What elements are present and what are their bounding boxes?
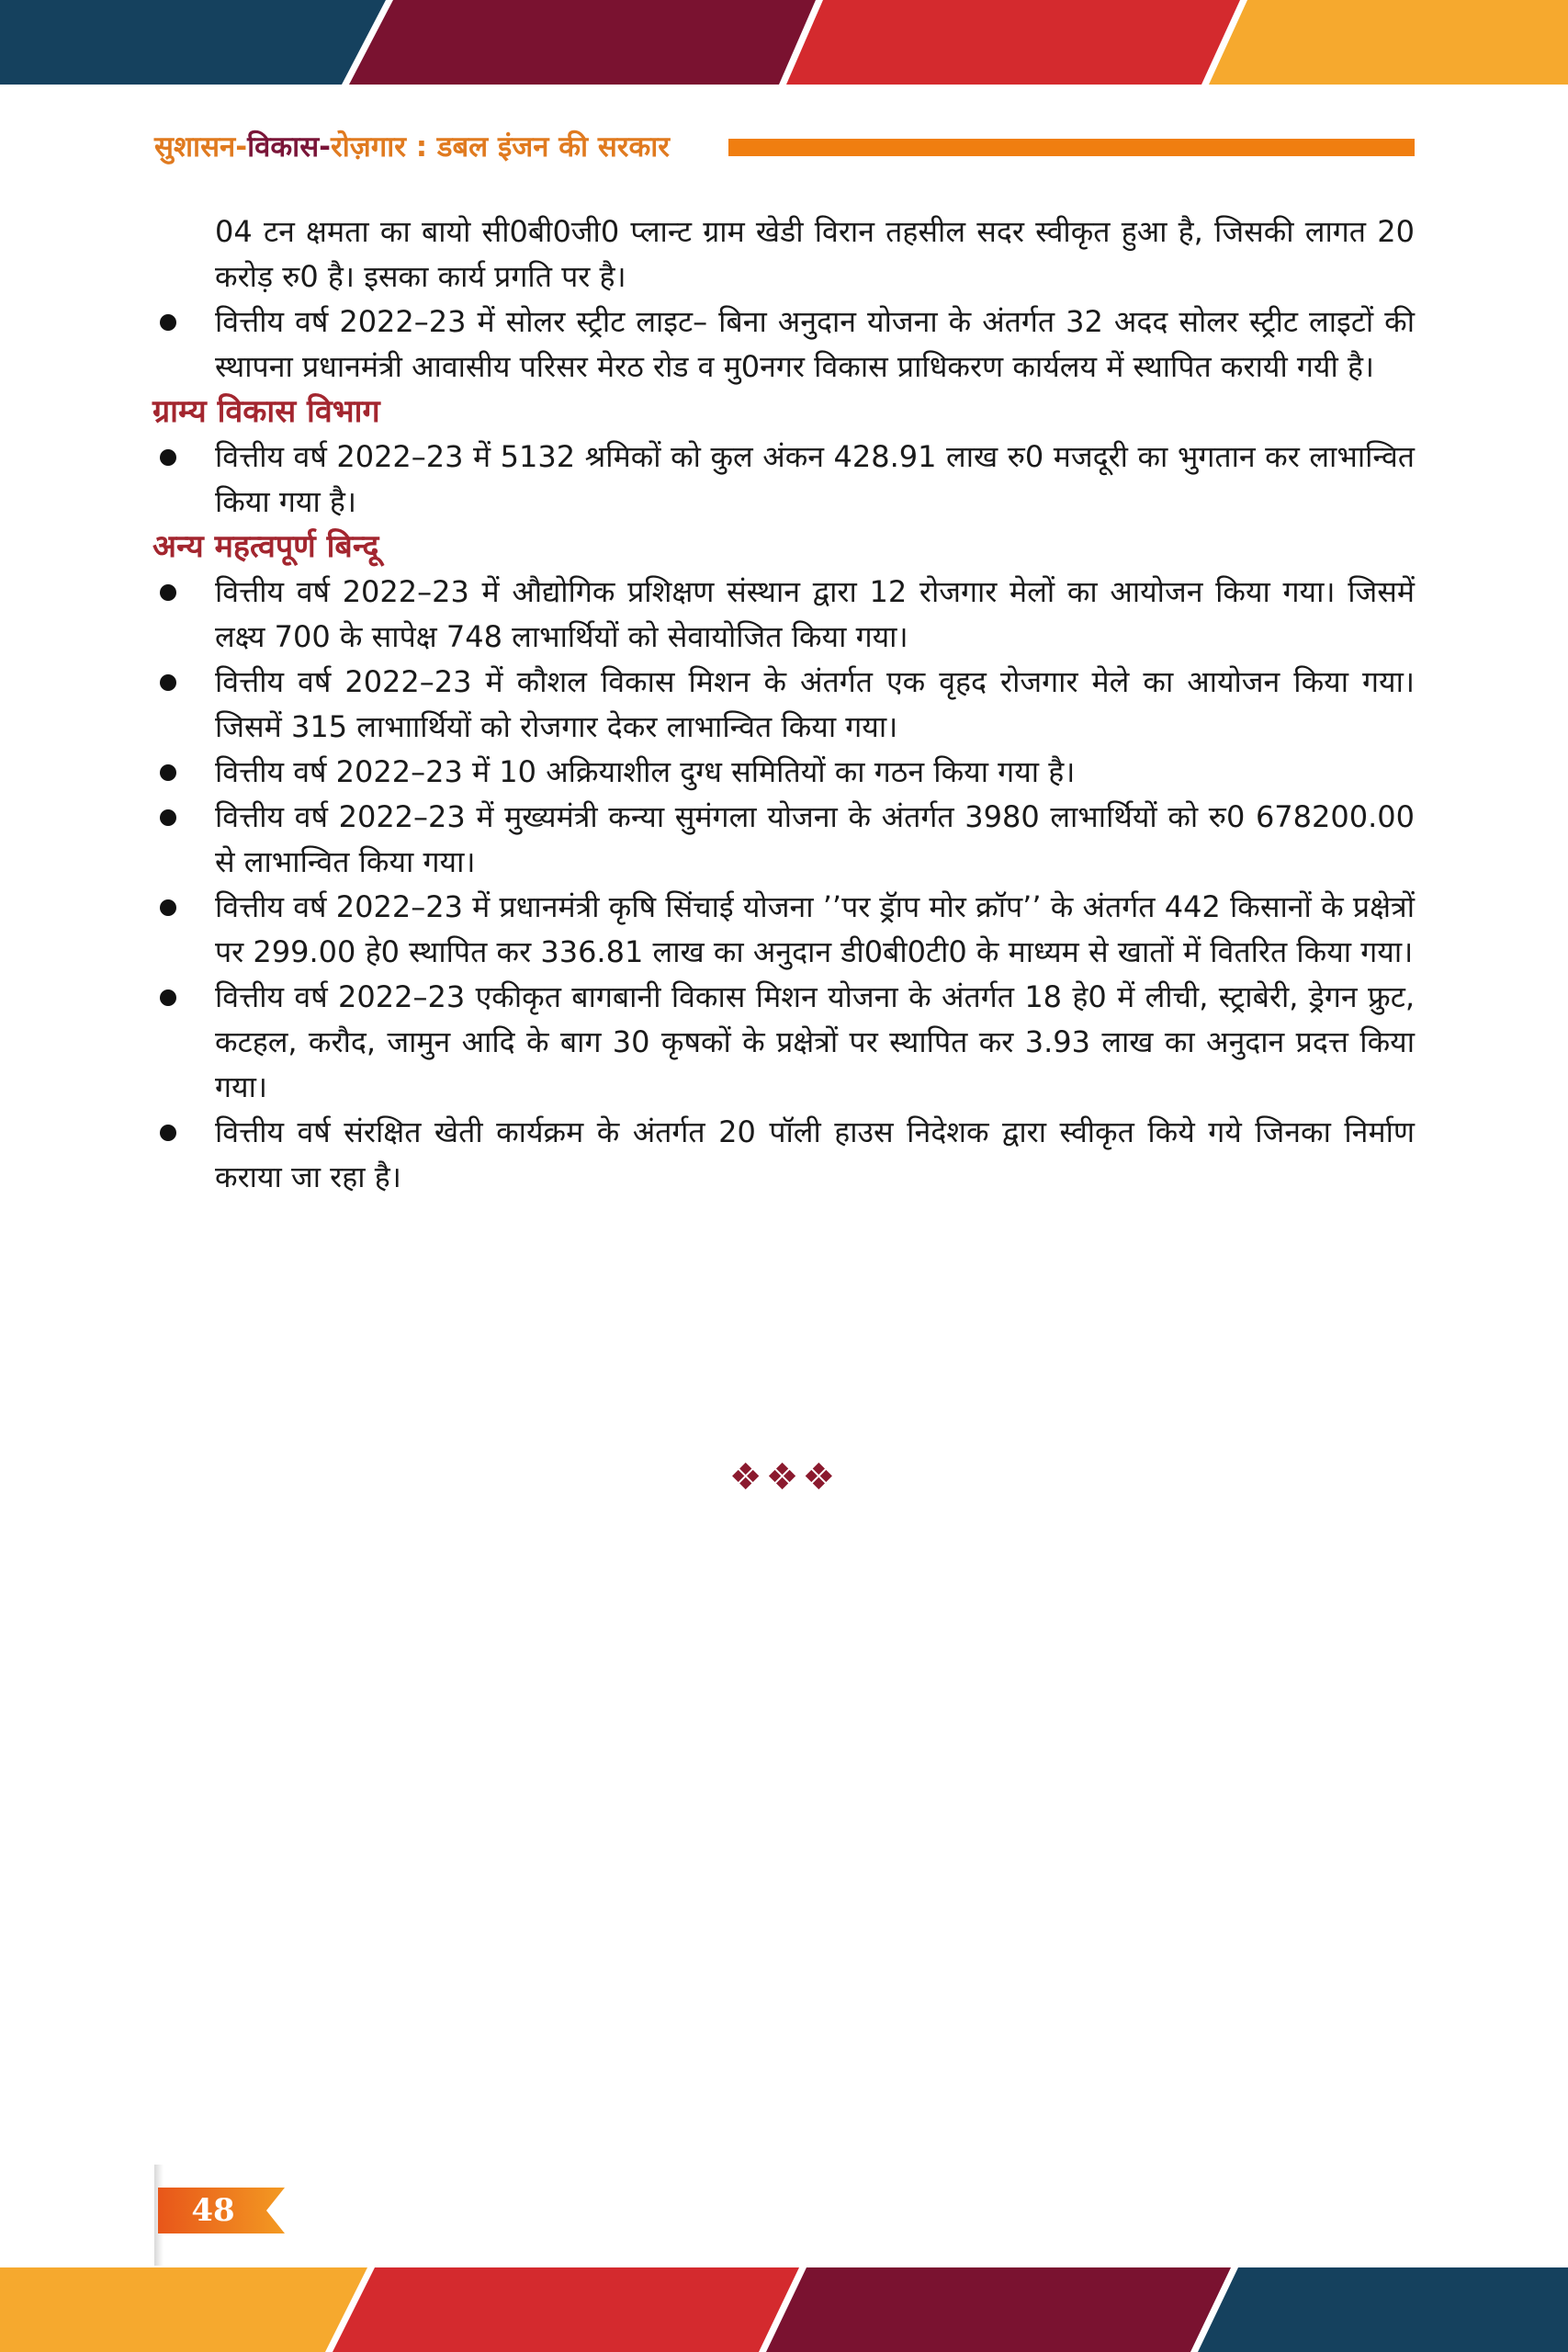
list-item: [152, 570, 1415, 660]
header-title-part2: विकास-: [247, 130, 332, 164]
bullet-icon: [160, 674, 176, 691]
page-number-tab: [158, 2188, 287, 2233]
section-heading-other-points: अन्य महत्वपूर्ण बिन्दू: [152, 528, 379, 565]
list-item: [152, 1110, 1415, 1200]
bullet-icon: [160, 764, 176, 781]
header-title-part3: रोज़गार : डबल इंजन की सरकार: [331, 130, 670, 164]
bullet-icon: [160, 899, 176, 916]
bullet-icon: [160, 449, 176, 466]
header-rule: [728, 139, 1415, 156]
header-title-part1: सुशासन-: [154, 130, 248, 164]
bullet-icon: [160, 584, 176, 601]
bullet-icon: [160, 314, 176, 331]
list-item-text: वित्तीय वर्ष 2022–23 में मुख्यमंत्री कन्या सुमंगला योजना के अंतर्गत 3980 लाभार्थियों को रु0 678200.00 से लाभान्वित किया गया।: [215, 799, 1415, 879]
list-item: [152, 885, 1415, 975]
list-item-text: वित्तीय वर्ष 2022–23 एकीकृत बागबानी विकास मिशन योजना के अंतर्गत 18 हे0 में लीची, स्ट्राबेरी, ड्रेगन फ्रुट, कटहल, करौद, जामुन आदि के बाग 30 कृषकों के प्रक्षेत्रों पर स्थापित कर 3.93 लाख का अनुदान प्रदत्त किया गया।: [215, 979, 1415, 1104]
list-item-text: वित्तीय वर्ष संरक्षित खेती कार्यक्रम के अंतर्गत 20 पॉली हाउस निदेशक द्वारा स्वीकृत किये गये जिनका निर्माण कराया जा रहा है।: [215, 1114, 1415, 1194]
list-item: [152, 660, 1415, 750]
header-title: [154, 127, 670, 167]
list-item-text: वित्तीय वर्ष 2022–23 में कौशल विकास मिशन के अंतर्गत एक वृहद रोजगार मेले का आयोजन किया गया। जिसमें 315 लाभाार्थियों को रोजगार देकर लाभान्वित किया गया।: [215, 664, 1415, 744]
page-number: 48: [191, 2192, 235, 2229]
bullet-icon: [160, 989, 176, 1006]
list-item-text: वित्तीय वर्ष 2022–23 में प्रधानमंत्री कृषि सिंचाई योजना ’’पर ड्रॅाप मोर क्रॉप’’ के अंतर्गत 442 किसानों के प्रक्षेत्रों पर 299.00 हे0 स्थापित कर 336.81 लाख का अनुदान डी0बी0टी0 के माध्यम से खातों में वितरित किया गया।: [215, 889, 1415, 969]
list-item-text: वित्तीय वर्ष 2022–23 में औद्योगिक प्रशिक्षण संस्थान द्वारा 12 रोजगार मेलों का आयोजन किया गया। जिसमें लक्ष्य 700 के सापेक्ष 748 लाभार्थियों को सेवायोजित किया गया।: [215, 574, 1415, 654]
list-item-text: वित्तीय वर्ष 2022–23 में 5132 श्रमिकों को कुल अंकन 428.91 लाख रु0 मजदूरी का भुगतान कर लाभान्वित किया गया है।: [215, 439, 1415, 519]
list-item: [152, 975, 1415, 1110]
top-band-graphic: [0, 0, 1568, 85]
list-item-text: वित्तीय वर्ष 2022–23 में 10 अक्रियाशील दुग्ध समितियों का गठन किया गया है।: [215, 754, 1076, 789]
top-color-band: [0, 0, 1568, 85]
continued-paragraph: 04 टन क्षमता का बायो सी0बी0जी0 प्लान्ट ग्राम खेडी विरान तहसील सदर स्वीकृत हुआ है, जिसकी लागत 20 करोड़ रु0 है। इसका कार्य प्रगति पर है।: [215, 214, 1415, 294]
list-item: [152, 795, 1415, 885]
bullet-icon: [160, 809, 176, 826]
list-item-text: वित्तीय वर्ष 2022–23 में सोलर स्ट्रीट लाइट– बिना अनुदान योजना के अंतर्गत 32 अदद सोलर स्ट्रीट लाइटों की स्थापना प्रधानमंत्री आवासीय परिसर मेरठ रोड व मु0नगर विकास प्राधिकरण कार्यलय में स्थापित करायी गयी है।: [215, 304, 1415, 384]
bottom-band-graphic: [0, 2267, 1568, 2352]
list-item: [152, 435, 1415, 525]
ornament-divider-icon: ❖❖❖: [728, 1456, 840, 1498]
list-item: [152, 750, 1415, 795]
page-content: [152, 209, 1415, 1200]
bullet-icon: [160, 1125, 176, 1141]
list-item: [152, 300, 1415, 390]
section-heading-rural-development: ग्राम्य विकास विभाग: [152, 393, 380, 430]
bottom-color-band: [0, 2267, 1568, 2352]
running-header: [154, 127, 1415, 171]
